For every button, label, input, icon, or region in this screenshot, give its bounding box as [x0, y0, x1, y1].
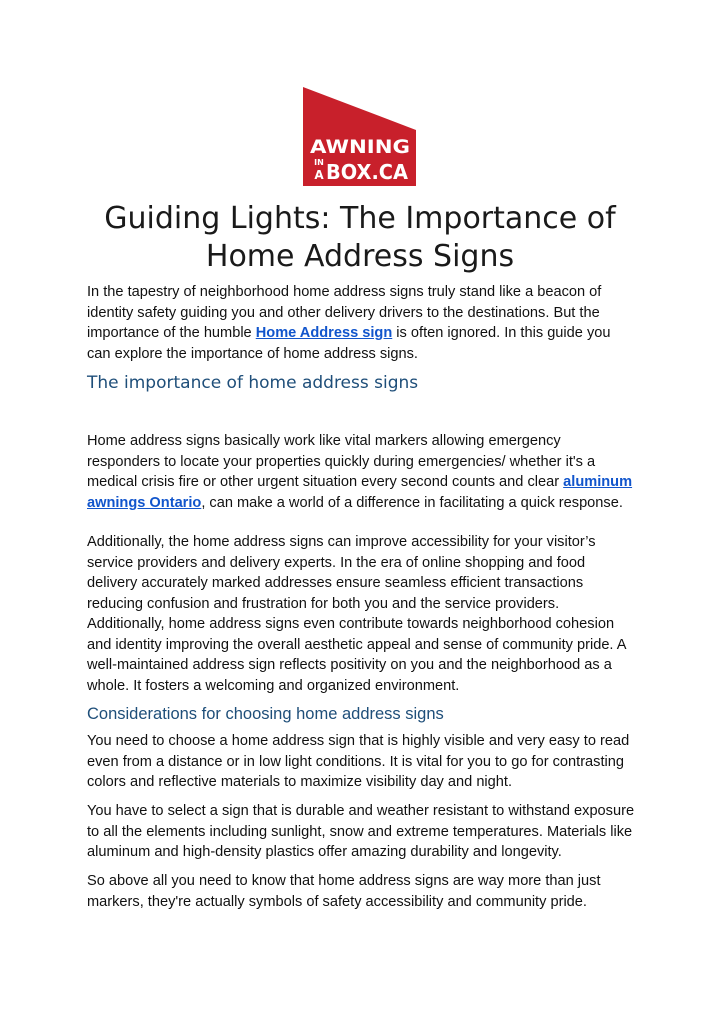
logo-in: IN — [314, 158, 324, 167]
text-line: responders to locate your properties quickly during emergencies/ whether it's a — [87, 453, 596, 470]
text-line: aluminum and high-density plastics offer amazing durability and longevity. — [87, 844, 562, 860]
intro-paragraph — [87, 282, 647, 364]
awning-in-a-box-logo — [303, 87, 416, 186]
text-line: , can make a world of a difference in facilitating a quick response. — [201, 494, 623, 511]
text-line: markers, they're actually symbols of safety accessibility and community pride. — [87, 893, 587, 910]
text-line: whole. It fosters a welcoming and organized environment. — [87, 677, 460, 694]
text-line: So above all you need to know that home address signs are way more than just — [87, 873, 601, 889]
section1-paragraph-2 — [87, 532, 647, 696]
text-line: and identity improving the overall aesthetic appeal and sense of community pride. A — [87, 636, 627, 653]
text-line: You have to select a sign that is durable and weather resistant to withstand exposure — [87, 803, 635, 819]
section1-paragraph-1 — [87, 431, 647, 513]
intro-line: is often ignored. In this guide you — [392, 325, 611, 341]
logo-line1: AWNING — [310, 136, 410, 158]
text-line: Additionally, home address signs even contribute towards neighborhood cohesion — [87, 616, 615, 632]
page-title — [60, 200, 660, 276]
text-line: Additionally, the home address signs can improve accessibility for your visitor’s — [87, 534, 596, 550]
title-line-2: Home Address Signs — [205, 239, 515, 274]
text-line: colors and reflective materials to maximize visibility day and night. — [87, 774, 513, 790]
intro-line: In the tapestry of neighborhood home address signs truly stand like a beacon of — [87, 284, 602, 300]
section2-paragraph-1 — [87, 731, 647, 793]
home-address-sign-link[interactable]: Home Address sign — [255, 325, 393, 341]
aluminum-awnings-ontario-link-part2[interactable]: awnings Ontario — [87, 494, 202, 511]
text-line: medical crisis fire or other urgent situation every second counts and clear — [87, 474, 564, 490]
intro-line: importance of the humble — [87, 325, 256, 341]
aluminum-awnings-ontario-link-part1[interactable]: aluminum — [563, 474, 633, 490]
text-line: delivery accurately marked addresses ensure seamless efficient transactions — [87, 575, 584, 591]
text-line: You need to choose a home address sign that is highly visible and very easy to read — [87, 733, 630, 749]
logo-line2: BOX.CA — [326, 160, 409, 184]
text-line: to all the elements including sunlight, snow and extreme temperatures. Materials like — [87, 823, 633, 840]
text-line: well-maintained address sign reflects positivity on you and the neighborhood as a — [87, 657, 612, 673]
logo-a: A — [314, 168, 324, 182]
text-line: Home address signs basically work like vital markers allowing emergency — [87, 433, 561, 449]
text-line: service providers and delivery experts. In the era of online shopping and food — [87, 554, 586, 571]
text-line: even from a distance or in low light conditions. It is vital for you to go for contrasting — [87, 753, 624, 770]
intro-line: can explore the importance of home address signs. — [87, 345, 418, 362]
section-heading-importance: The importance of home address signs — [87, 373, 419, 393]
title-line-1: Guiding Lights: The Importance of — [104, 201, 616, 236]
text-line: reducing confusion and frustration for both you and the service providers. — [87, 595, 560, 612]
section2-paragraph-2 — [87, 801, 647, 863]
intro-line: identity safety guiding you and other delivery drivers to the destinations. But the — [87, 304, 600, 321]
section-heading-considerations: Considerations for choosing home address signs — [87, 705, 444, 723]
section2-paragraph-3 — [87, 871, 647, 912]
